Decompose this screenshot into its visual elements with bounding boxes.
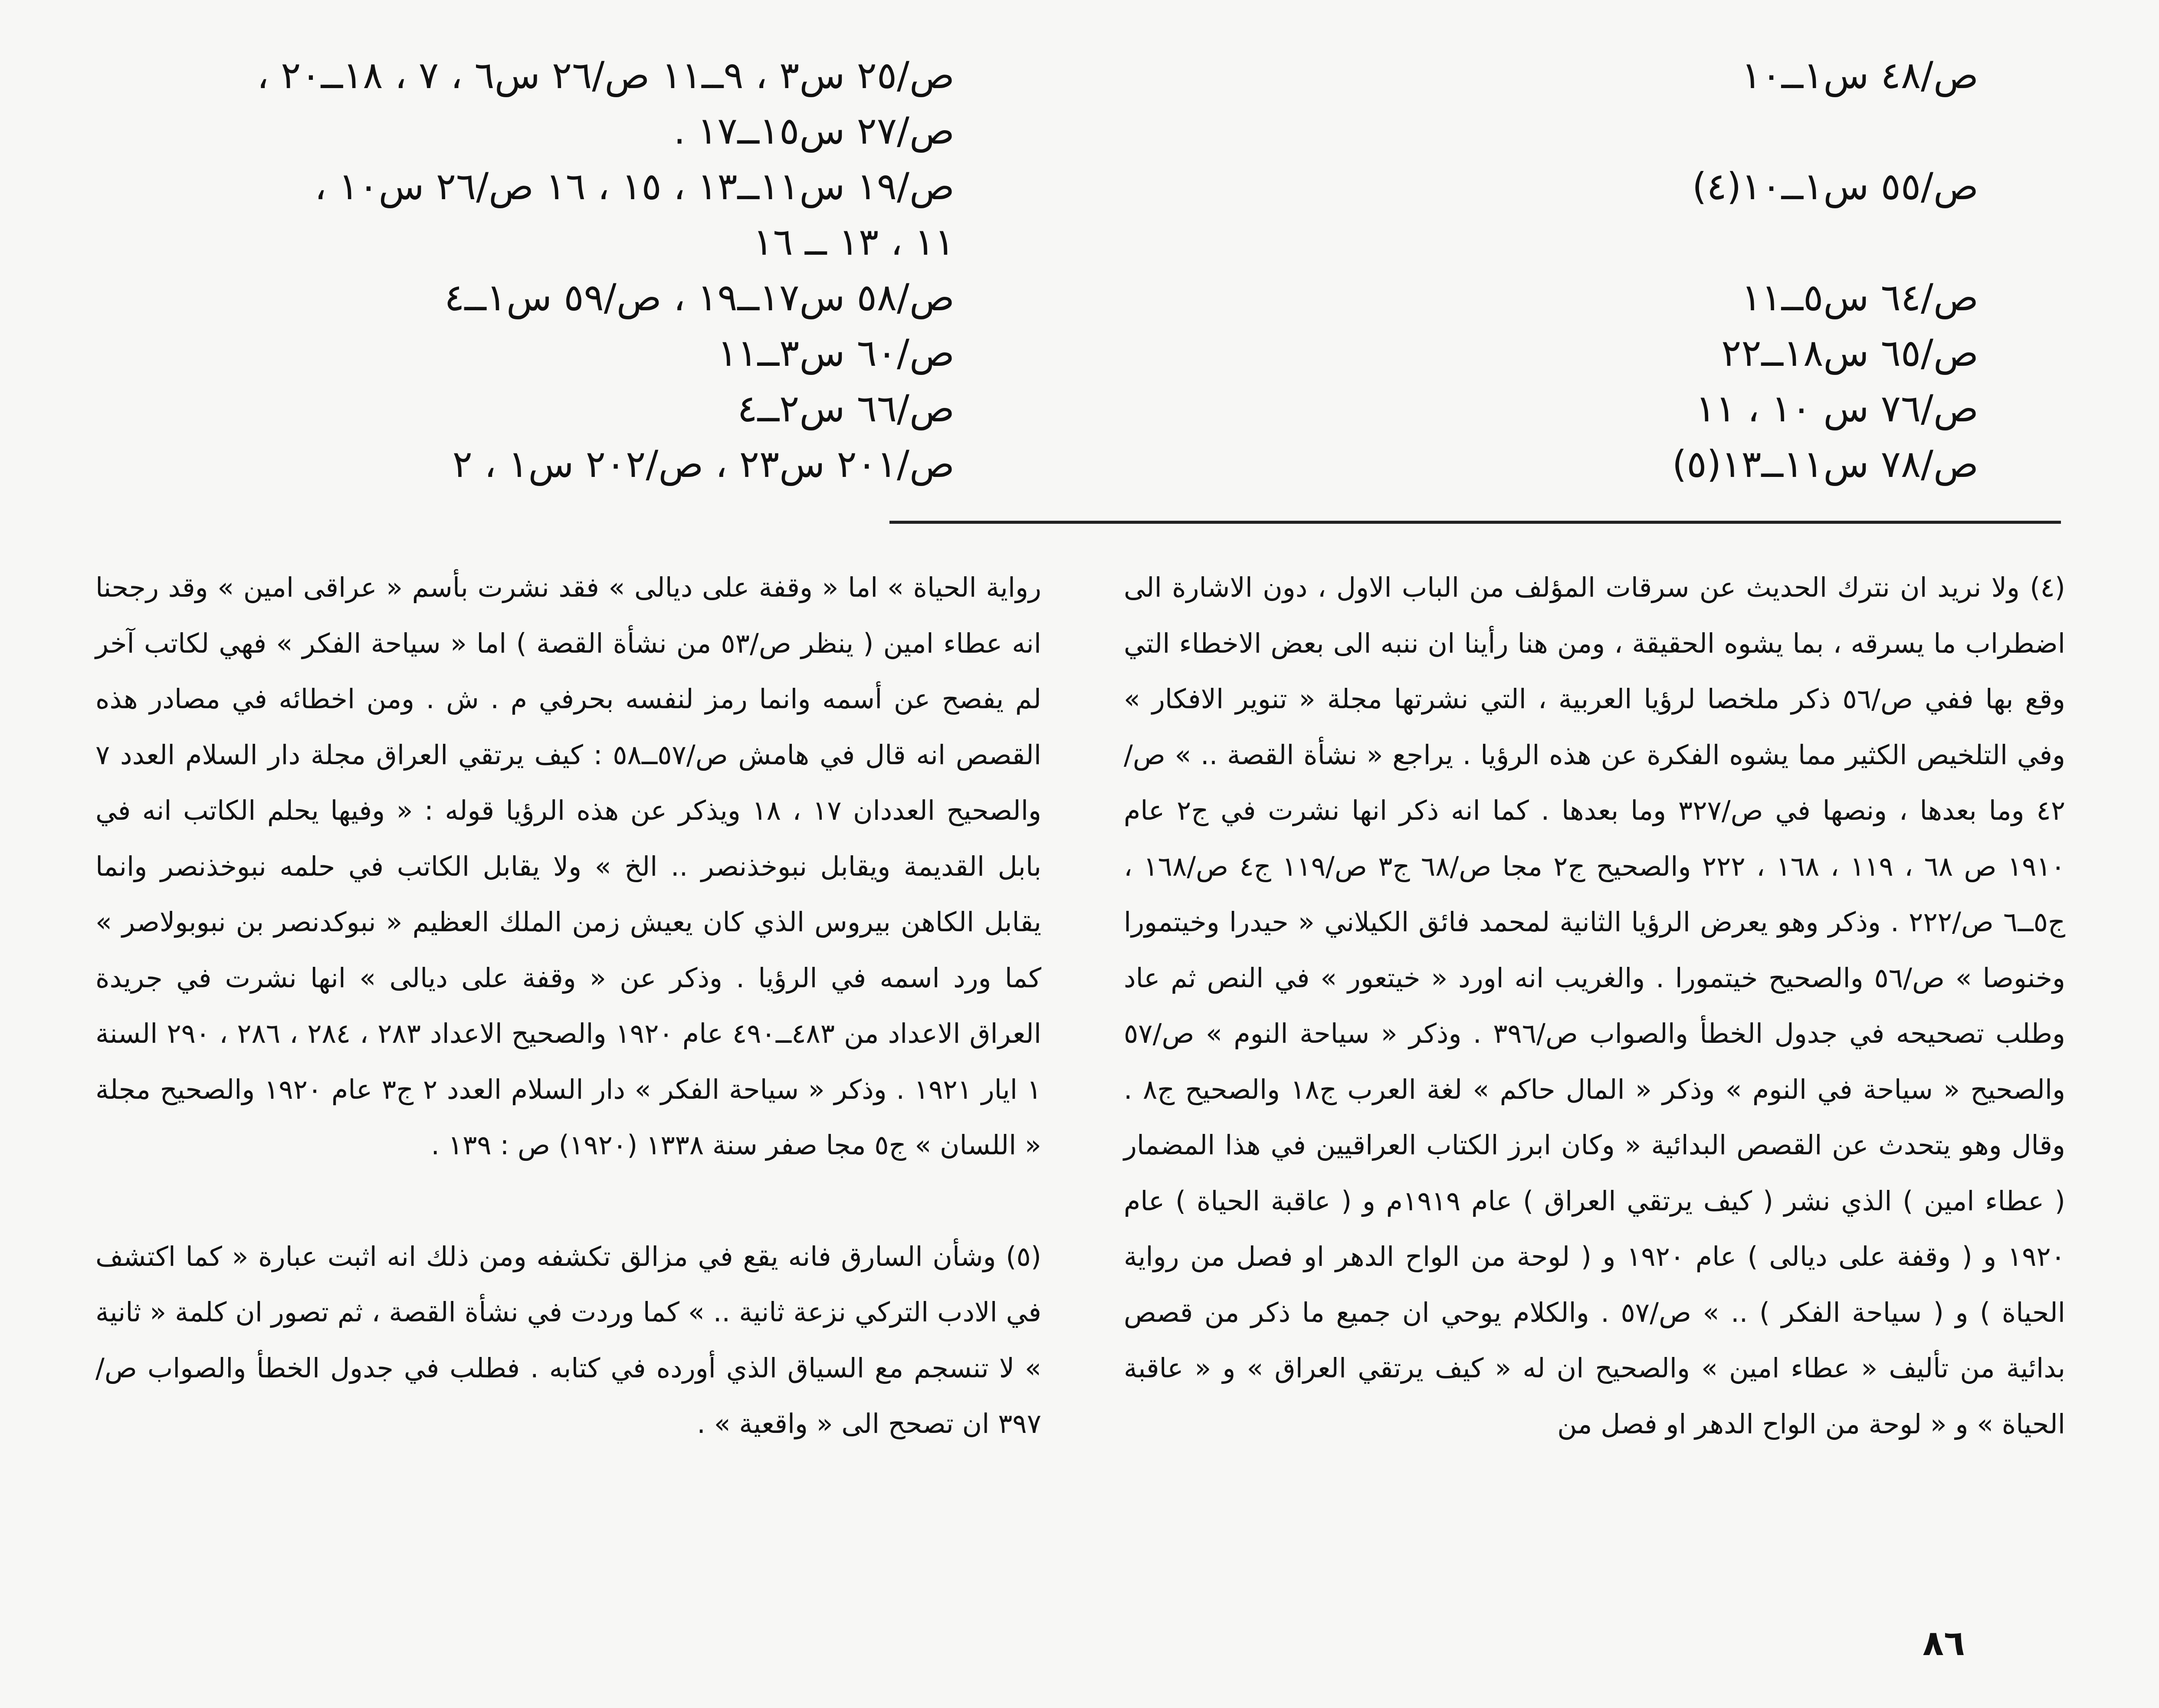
page-number: ٨٦ <box>1923 1623 1965 1663</box>
section-divider <box>889 521 2061 524</box>
reference-line: ص/٦٦ س٢ــ٤ <box>737 387 955 430</box>
reference-gap <box>1258 103 1979 159</box>
reference-line: ص/٦٤ س٥ــ١١ <box>1741 276 1979 319</box>
reference-line: ١١ ، ١٣ ــ ١٦ <box>753 220 955 264</box>
footnote-column-right <box>1124 560 2065 1452</box>
references-right-column <box>1258 48 1979 492</box>
reference-line: ص/٦٥ س١٨ــ٢٢ <box>1721 332 1979 375</box>
reference-line: ص/٥٥ س١ــ١٠(٤) <box>1692 165 1979 208</box>
reference-line: ص/٧٦ س ١٠ ، ١١ <box>1695 387 1979 430</box>
reference-line: ص/٢٠١ س٢٣ ، ص/٢٠٢ س١ ، ٢ <box>452 443 955 486</box>
reference-gap <box>1258 214 1979 270</box>
reference-line: ص/٢٧ س١٥ــ١٧ . <box>673 109 955 153</box>
reference-line: ص/٧٨ س١١ــ١٣(٥) <box>1672 443 1979 486</box>
reference-line: ص/١٩ س١١ــ١٣ ، ١٥ ، ١٦ ص/٢٦ س١٠ ، <box>315 165 955 208</box>
reference-line: ص/٥٨ س١٧ــ١٩ ، ص/٥٩ س١ــ٤ <box>444 276 955 319</box>
reference-line: ص/٢٥ س٣ ، ٩ــ١١ ص/٢٦ س٦ ، ٧ ، ١٨ــ٢٠ ، <box>257 54 955 97</box>
footnote-column-left <box>95 560 1041 1452</box>
references-left-column <box>95 48 955 492</box>
footnote-5: (٥) وشأن السارق فانه يقع في مزالق تكشفه ومن ذلك انه اثبت عبارة « كما اكتشف في الادب التركي نزعة ثانية .. » كما وردت في نشأة القصة ، ثم تصور ان كلمة « ثانية » لا تنسجم مع السياق الذي أورده في كتابه . فطلب في جدول الخطأ والصواب ص/٣٩٧ ان تصحح الى « واقعية » . <box>95 1240 1041 1439</box>
footnote-4-continued: رواية الحياة » اما « وقفة على ديالى » فقد نشرت بأسم « عراقى امين » وقد رجحنا انه عطاء امين ( ينظر ص/٥٣ من نشأة القصة ) اما « سياحة الفكر » فهي لكاتب آخر لم يفصح عن أسمه وانما رمز لنفسه بحرفي م . ش . ومن اخطائه في مصادر هذه القصص انه قال في هامش ص/٥٧ــ٥٨ : كيف يرتقي العراق مجلة دار السلام العدد ٧ والصحيح العددان ١٧ ، ١٨ ويذكر عن هذه الرؤيا قوله : « وفيها يحلم الكاتب انه في بابل القديمة ويقابل نبوخذنصر .. الخ » ولا يقابل الكاتب في حلمه نبوخذنصر وانما يقابل الكاهن بيروس الذي كان يعيش زمن الملك العظيم « نبوكدنصر بن نبوبولاصر » كما ورد اسمه في الرؤيا . وذكر عن « وقفة على ديالى » انها نشرت في جريدة العراق الاعداد من ٤٨٣ــ٤٩٠ عام ١٩٢٠ والصحيح الاعداد ٢٨٣ ، ٢٨٤ ، ٢٨٦ ، ٢٩٠ السنة ١ ايار ١٩٢١ . وذكر « سياحة الفكر » دار السلام العدد ٢ ج٣ عام ١٩٢٠ والصحيح مجلة « اللسان » ج٥ مجا صفر سنة ١٣٣٨ (١٩٢٠) ص : ١٣٩ . <box>95 572 1042 1161</box>
reference-line: ص/٤٨ س١ــ١٠ <box>1741 54 1979 97</box>
reference-line: ص/٦٠ س٣ــ١١ <box>717 332 955 375</box>
footnote-4: (٤) ولا نريد ان نترك الحديث عن سرقات المؤلف من الباب الاول ، دون الاشارة الى اضطراب ما يسرقه ، بما يشوه الحقيقة ، ومن هنا رأينا ان ننبه الى بعض الاخطاء التي وقع بها ففي ص/٥٦ ذكر ملخصا لرؤيا العربية ، التي نشرتها مجلة « تنوير الافكار » وفي التلخيص الكثير مما يشوه الفكرة عن هذه الرؤيا . يراجع « نشأة القصة .. » ص/٤٢ وما بعدها ، ونصها في ص/٣٢٧ وما بعدها . كما انه ذكر انها نشرت في ج٢ عام ١٩١٠ ص ٦٨ ، ١١٩ ، ١٦٨ ، ٢٢٢ والصحيح ج٢ مجا ص/٦٨ ج٣ ص/١١٩ ج٤ ص/١٦٨ ، ج٥ــ٦ ص/٢٢٢ . وذكر وهو يعرض الرؤيا الثانية لمحمد فائق الكيلاني « حيدرا وخيتمورا وخنوصا » ص/٥٦ والصحيح خيتمورا . والغريب انه اورد « خيتعور » في النص ثم عاد وطلب تصحيحه في جدول الخطأ والصواب ص/٣٩٦ . وذكر « سياحة النوم » ص/٥٧ والصحيح « سياحة في النوم » وذكر « المال حاكم » لغة العرب ج١٨ والصحيح ج٨ . وقال وهو يتحدث عن القصص البدائية « وكان ابرز الكتاب العراقيين في هذا المضمار ( عطاء امين ) الذي نشر ( كيف يرتقي العراق ) عام ١٩١٩م و ( عاقبة الحياة ) عام ١٩٢٠ و ( وقفة على ديالى ) عام ١٩٢٠ و ( لوحة من الواح الدهر او فصل من رواية الحياة ) و ( سياحة الفكر ) .. » ص/٥٧ . والكلام يوحي ان جميع ما ذكر من قصص بدائية من تأليف « عطاء امين » والصحيح ان له « كيف يرتقي العراق » و « عاقبة الحياة » و « لوحة من الواح الدهر او فصل من <box>1124 572 2066 1440</box>
